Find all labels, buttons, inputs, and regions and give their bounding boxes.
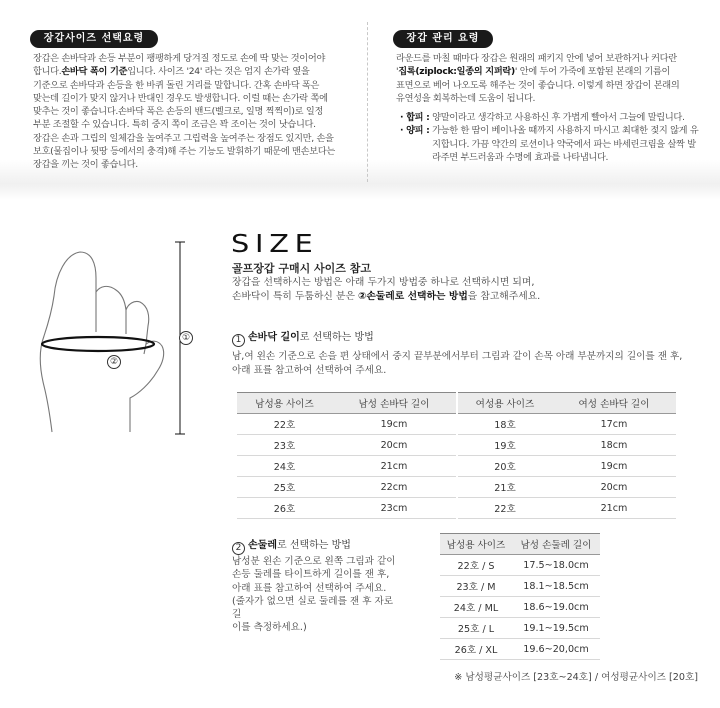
care-guide-line: 표면으로 베어 나오도록 해주는 것이 좋습니다. 이렇게 하면 장갑이 본래의 <box>396 79 680 91</box>
size-guide-line: 맞는데 길이가 맞지 않거나 반대인 경우도 발생합니다. 이럴 때는 손가락 쪽에 <box>33 92 328 104</box>
highlight-text: ②손둘레로 선택하는 방법 <box>358 291 468 302</box>
table-header-row <box>237 393 676 414</box>
size-guide-line: 맞추는 것이 좋습니다.손바닥 폭은 손등의 밴드(벨크로, 일명 찍찍이)로 일정 <box>33 106 324 118</box>
care-guide-line: 라운드를 마칠 때마다 장갑은 원래의 패키지 안에 넣어 보관하거나 커다란 <box>396 53 677 64</box>
column-header: 남성용 사이즈 <box>237 393 332 414</box>
bullet-text: 양말이라고 생각하고 사용하신 후 가볍게 빨아서 그늘에 말립니다. <box>432 112 685 123</box>
care-guide-line: 유연성을 회복하는데 도움이 됩니다. <box>396 92 536 104</box>
method2-title: 2 손둘레로 선택하는 방법 <box>232 536 351 555</box>
method2-description: 남성분 왼손 기준으로 왼쪽 그림과 같이 손등 둘레를 타이트하게 길이를 잰 후, 아래 표를 참고하여 선택하여 주세요. (줄자가 없으면 실로 둘레를 잰 후 자로 길 이를 측정하세요.) <box>232 556 396 634</box>
average-size-note: ※ 남성평균사이즈 [23호~24호] / 여성평균사이즈 [20호] <box>454 672 698 683</box>
care-guide-text <box>396 52 696 105</box>
marker-1-icon: ① <box>179 331 193 345</box>
bullet-synthetic <box>396 111 701 124</box>
care-guide-line: '집록(ziplock:일종의 지퍼락)' 안에 두어 가죽에 포함된 본래의 기름이 <box>396 66 671 78</box>
highlight-text: 집록(ziplock:일종의 지퍼락) <box>398 66 515 78</box>
size-guide-line: 장갑은 손과 그립의 일체감을 높여주고 그립력을 높여주는 장점도 있지만, 손을 <box>33 132 334 144</box>
hand-measure-illustration <box>30 236 200 441</box>
bullet-text: 가능한 한 땀이 베이나올 때까지 사용하지 마시고 최대한 젖지 않게 유지합니다. 가끔 약간의 로션이나 약국에서 파는 바세린크림을 살짝 발라주면 부드러움과 수명에 효과를 나타냅니다. <box>432 125 699 163</box>
column-header: 남성 손바닥 길이 <box>332 393 457 414</box>
table-row: 26호 23cm 22호 21cm <box>237 498 676 519</box>
size-guide-line: 합니다.손바닥 폭이 기준입니다. 사이즈 '24' 라는 것은 엄지 손가락 옆을 <box>33 66 310 78</box>
column-header: 여성 손바닥 길이 <box>552 393 676 414</box>
size-guide-line: 부분 조절할 수 있습니다. 특히 중지 쪽이 조금은 꽉 조이는 것이 낫습니다. <box>33 119 316 131</box>
vertical-divider <box>367 22 368 182</box>
size-guide-line: 장갑은 손바닥과 손등 부분이 팽팽하게 당겨질 정도로 손에 딱 맞는 것이어야 <box>33 53 326 64</box>
method1-description: 남,여 왼손 기준으로 손을 편 상태에서 중지 끝부분에서부터 그림과 같이 손목 아래 부분까지의 길이를 잰 후, 아래 표를 참고하여 선택하여 주세요. <box>232 351 683 376</box>
size-guide-line: 장갑을 끼는 것이 좋습니다. <box>33 159 138 171</box>
column-header: 남성용 사이즈 <box>440 534 512 555</box>
highlight-text: 손바닥 폭이 기준 <box>61 66 128 78</box>
method1-title: 1 손바닥 길이로 선택하는 방법 <box>232 328 374 347</box>
marker-2-icon: ② <box>107 355 121 369</box>
bullet-sheepskin <box>396 124 701 164</box>
size-guide-line: 기준으로 손바닥과 손등을 한 바퀴 돌린 거리를 말합니다. 간혹 손바닥 폭은 <box>33 79 320 91</box>
bullet-label: · 합피 : <box>400 112 430 123</box>
table-row: 22호 / S 17.5~18.0cm <box>440 555 600 576</box>
column-header: 남성 손둘레 길이 <box>512 534 600 555</box>
circled-number-icon: 2 <box>232 542 245 555</box>
size-guide-line: 보호(물집이나 뒷땅 등에서의 충격)해 주는 기능도 발휘하기 때문에 맨손보다는 <box>33 146 335 158</box>
size-intro <box>232 276 592 304</box>
column-header: 여성용 사이즈 <box>457 393 552 414</box>
circled-number-icon: 1 <box>232 334 245 347</box>
table-row: 22호 19cm 18호 17cm <box>237 414 676 435</box>
table-row: 26호 / XL 19.6~20,0cm <box>440 639 600 660</box>
table-row: 24호 / ML 18.6~19.0cm <box>440 597 600 618</box>
size-guide-text <box>33 52 351 172</box>
intro-line: 장갑을 선택하시는 방법은 아래 두가지 방법중 하나로 선택하시면 되며, <box>232 277 535 288</box>
care-bullets <box>396 111 701 164</box>
size-heading: 골프장갑 구매시 사이즈 참고 <box>232 262 371 275</box>
table-row: 23호 / M 18.1~18.5cm <box>440 576 600 597</box>
care-guide-section <box>0 0 720 190</box>
care-guide-badge: 장갑 관리 요령 <box>393 30 493 48</box>
table-row: 25호 22cm 21호 20cm <box>237 477 676 498</box>
bullet-label: · 양피 : <box>400 125 430 137</box>
size-logo: SIZE <box>231 229 319 258</box>
palm-length-table <box>237 392 676 519</box>
hand-circumference-table <box>440 533 600 660</box>
table-row: 25호 / L 19.1~19.5cm <box>440 618 600 639</box>
intro-line: 손바닥이 특히 두툼하신 분은 ②손둘레로 선택하는 방법을 참고해주세요. <box>232 291 541 302</box>
size-guide-badge: 장갑사이즈 선택요령 <box>30 30 158 48</box>
table-header-row <box>440 534 600 555</box>
table-row: 23호 20cm 19호 18cm <box>237 435 676 456</box>
table-row: 24호 21cm 20호 19cm <box>237 456 676 477</box>
